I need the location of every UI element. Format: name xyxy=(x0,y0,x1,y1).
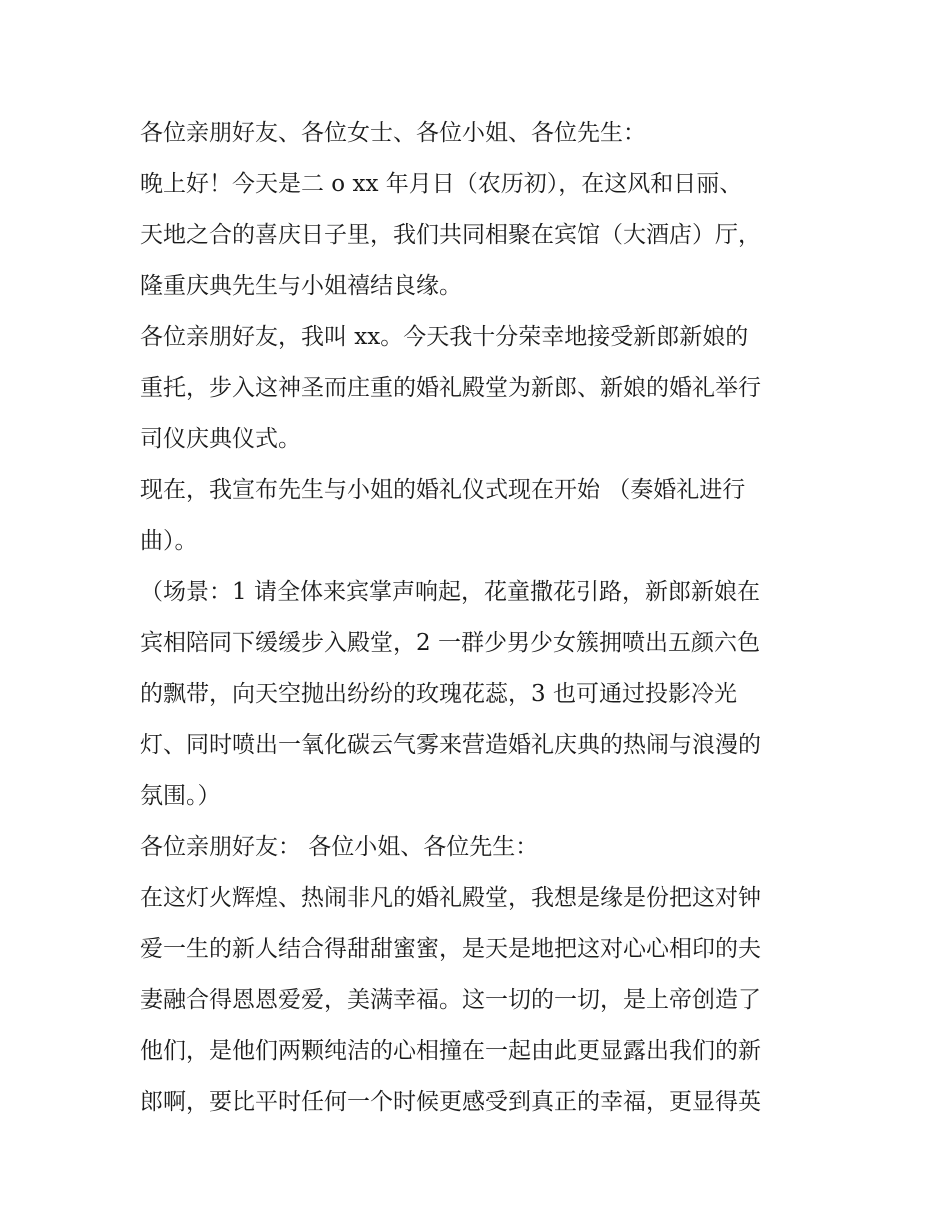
text-line: 灯、同时喷出一氧化碳云气雾来营造婚礼庆典的热闹与浪漫的 xyxy=(140,732,761,758)
text-line: 郎啊，要比平时任何一个时候更感受到真正的幸福，更显得英 xyxy=(140,1089,761,1115)
text-line: 爱一生的新人结合得甜甜蜜蜜，是天是地把这对心心相印的夫 xyxy=(140,936,761,962)
text-line: 曲）。 xyxy=(140,528,198,554)
text-line: 的飘带，向天空抛出纷纷的玫瑰花蕊，3 也可通过投影冷光 xyxy=(140,681,737,707)
text-line: 隆重庆典先生与小姐禧结良缘。 xyxy=(140,273,462,299)
text-line: 天地之合的喜庆日子里，我们共同相聚在宾馆（大酒店）厅， xyxy=(140,222,761,248)
text-line: 氛围。） xyxy=(140,783,221,809)
text-line: 各位亲朋好友、各位女士、各位小姐、各位先生： xyxy=(140,120,646,146)
document-body xyxy=(140,108,830,1128)
text-line: 各位亲朋好友，我叫 xx。今天我十分荣幸地接受新郎新娘的 xyxy=(140,324,749,350)
text-line: 晚上好！今天是二 o xx 年月日（农历初），在这风和日丽、 xyxy=(140,171,743,197)
text-line: 他们，是他们两颗纯洁的心相撞在一起由此更显露出我们的新 xyxy=(140,1038,761,1064)
text-line: 宾相陪同下缓缓步入殿堂，2 一群少男少女簇拥喷出五颜六色 xyxy=(140,630,760,656)
text-line: 各位亲朋好友： 各位小姐、各位先生： xyxy=(140,834,539,860)
text-line: 在这灯火辉煌、热闹非凡的婚礼殿堂，我想是缘是份把这对钟 xyxy=(140,885,761,911)
text-line: 现在，我宣布先生与小姐的婚礼仪式现在开始 （奏婚礼进行 xyxy=(140,477,746,503)
text-line: 司仪庆典仪式。 xyxy=(140,426,301,452)
text-line: 重托，步入这神圣而庄重的婚礼殿堂为新郎、新娘的婚礼举行 xyxy=(140,375,761,401)
text-line: 妻融合得恩恩爱爱，美满幸福。这一切的一切，是上帝创造了 xyxy=(140,987,761,1013)
text-line: （场景：1 请全体来宾掌声响起，花童撒花引路，新郎新娘在 xyxy=(140,579,760,605)
